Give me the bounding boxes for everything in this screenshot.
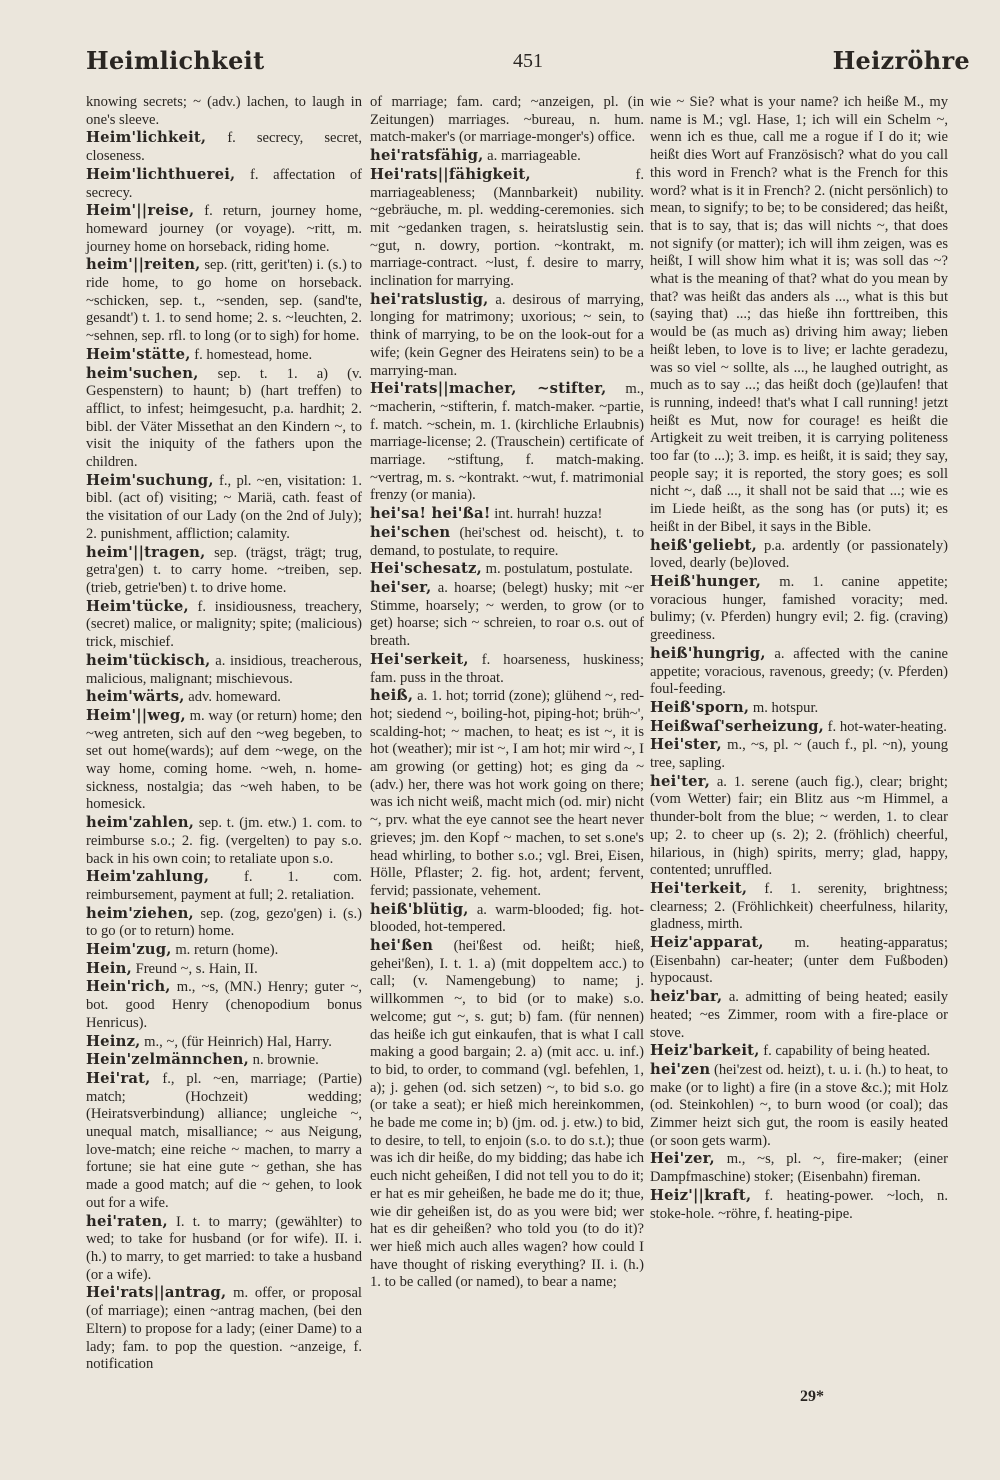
dictionary-entry	[650, 1042, 948, 1061]
entry-headword: Heim'lichthuerei,	[86, 165, 236, 183]
dictionary-entry	[650, 537, 948, 573]
entry-headword: Heim'tücke,	[86, 597, 189, 615]
column-1	[86, 94, 362, 1374]
entry-definition: m. postulatum, postulate.	[481, 561, 633, 578]
entry-headword: Hei'rats||fähigkeit,	[370, 165, 531, 183]
entry-definition: f. heating-power. ~loch, n. stoke-hole. ~röhre, f. heating-pipe.	[650, 1187, 948, 1222]
entry-headword: heim'||reiten,	[86, 256, 201, 274]
dictionary-entry	[650, 699, 948, 718]
entry-definition: p.a. ardently (or passionately) loved, dearly (be)loved.	[650, 537, 948, 572]
dictionary-entry	[86, 472, 362, 544]
entry-headword: hei'ratsfähig,	[370, 147, 484, 165]
entry-headword: Hei'rats||antrag,	[86, 1284, 227, 1302]
entry-headword: heiß,	[370, 687, 414, 705]
dictionary-entry	[86, 1033, 362, 1052]
entry-definition: wie ~ Sie? what is your name? ich heiße M., my name is M.; vgl. Hase, 1; ich will ein Schelm ~, wenn ich es thue, call me a rogue if I do it; wie heißt dies Wort auf Französisch? what do you call this word in French? what is the French for this word? what is it in French? 2. (nicht persönlich) to mean, to signify; to be; to be considered; das heißt, that is to say, that is; das will nichts ~, that does not signify (or matter); ich will ihm zeigen, was es heißt, I will show him what it is; was soll das ~? what is the meaning of that? what do you mean by that? was heißt das anders als ..., what is this but (saying that) ...; das hieße ihn forttreiben, this would be (as much as) driving him away; lieben heißt leben, to love is to live; er lachte geradezu, was so viel ~ sollte, als ..., he laughed outright, as much as to say ...; das heißt doch (ge)laufen! that is running, indeed! that's what I call running! jetzt heißt es Mut, now for courage! es heißt die Artigkeit zu weit treiben, it is carrying politeness too far (to ...); 3. imp. es heißt, it is said; they say, people say; it is reported, the story goes; es soll nicht ~, daß ..., it shall not be said that ...; wie es im Liede heißt, as the song has (or puts) it; es heißt in der Bibel, it says in the Bible.	[650, 94, 948, 535]
entry-definition: a. desirous of marrying, longing for matrimony; uxorious; ~ sein, to think of marrying, to be on the look-out for a wife; (kein Gegner des Heiratens sein) to be a marrying-man.	[370, 291, 644, 379]
dictionary-entry	[86, 129, 362, 165]
entry-definition: f. marriageableness; (Mannbarkeit) nubility. ~gebräuche, m. pl. wedding-ceremonies. sich mit ~gedanken tragen, s. heiratslustig sein. ~gut, n. dowry, portion. ~kontrakt, m. marriage-contract. ~lust, f. desire to marry, inclination for marrying.	[370, 166, 644, 290]
dictionary-entry	[86, 256, 362, 346]
entry-definition: n. brownie.	[249, 1052, 319, 1069]
dictionary-entry	[370, 560, 644, 579]
entry-definition: a. 1. serene (auch fig.), clear; bright; (vom Wetter) fair; ein Blitz aus ~m Himmel, a thunder-bolt from the blue; ~ werden, 1. to clear up; 2. to cheer up (s. 2); 2. (fröhlich) cheerful, hilarious, in (high) spirits, merry; glad, happy, contented; unruffled.	[650, 773, 948, 879]
dictionary-entry	[86, 814, 362, 868]
dictionary-entry	[650, 934, 948, 988]
dictionary-entry	[86, 598, 362, 652]
entry-headword: Hei'zer,	[650, 1150, 715, 1168]
entry-headword: Heim'||weg,	[86, 706, 186, 724]
entry-headword: Heiß'hunger,	[650, 572, 762, 590]
page-number: 451	[513, 50, 543, 72]
entry-definition: m., ~s, pl. ~, fire-maker; (einer Dampfmaschine) stoker; (Eisenbahn) fireman.	[650, 1151, 948, 1186]
entry-definition: a. affected with the canine appetite; voracious, ravenous, greedy; (v. Pferden) foul-feeding.	[650, 645, 948, 698]
entry-definition: m., ~s, (MN.) Henry; guter ~, bot. good Henry (chenopodium bonus Henricus).	[86, 979, 362, 1031]
dictionary-entry	[370, 901, 644, 937]
entry-definition: f. hoarseness, huskiness; fam. puss in the throat.	[370, 651, 644, 686]
dictionary-entry	[650, 718, 948, 737]
entry-definition: sep. (ritt, gerit'ten) i. (s.) to ride home, to go home on horseback. ~schicken, sep. t., ~senden, sep. (sand'te, gesandt') t. 1. to send home; 2. s. ~leuchten, 2. ~sehnen, sep. rfl. to long (or to sigh) for home.	[86, 257, 362, 345]
dictionary-entry	[86, 1213, 362, 1285]
entry-definition: a. insidious, treacherous, malicious, malignant; mischievous.	[86, 652, 362, 687]
entry-headword: heim'||tragen,	[86, 543, 206, 561]
entry-definition: m., ~macherin, ~stifterin, f. match-maker. ~partie, f. match. ~schein, m. 1. (kirchliche Erlaubnis) marriage-license; 2. (Trauschein) certificate of marriage. ~stiftung, f. match-making. ~vertrag, m. s. ~kontrakt. ~wut, f. matrimonial frenzy (or mania).	[370, 381, 644, 504]
dictionary-entry	[86, 1051, 362, 1070]
dictionary-entry	[650, 94, 948, 537]
entry-definition: m., ~s, pl. ~ (auch f., pl. ~n), young tree, sapling.	[650, 737, 948, 772]
dictionary-entry	[370, 687, 644, 900]
entry-headword: Hei'ster,	[650, 736, 722, 754]
entry-headword: Heißwaſ'serheizung,	[650, 717, 825, 735]
dictionary-entry	[370, 166, 644, 291]
dictionary-entry	[370, 380, 644, 505]
dictionary-entry	[86, 544, 362, 598]
dictionary-entry	[650, 645, 948, 699]
dictionary-entry	[86, 688, 362, 707]
entry-headword: hei'ter,	[650, 772, 711, 790]
entry-headword: Heiß'sporn,	[650, 698, 750, 716]
entry-definition: of marriage; fam. card; ~anzeigen, pl. (in Zeitungen) marriages. ~bureau, n. hum. match-maker's (or marriage-monger's) office.	[370, 94, 644, 146]
dictionary-entry	[86, 166, 362, 202]
entry-definition: f. hot-water-heating.	[824, 718, 947, 735]
entry-definition: Freund ~, s. Hain, II.	[131, 960, 258, 977]
entry-headword: hei'schen	[370, 523, 451, 541]
entry-definition: f. 1. serenity, brightness; clearness; 2. (Fröhlichkeit) cheerfulness, hilarity, gladness, mirth.	[650, 880, 948, 933]
entry-headword: Heinz,	[86, 1032, 141, 1050]
dictionary-entry	[86, 94, 362, 129]
entry-headword: Heiz'||kraft,	[650, 1186, 752, 1204]
dictionary-entry	[86, 365, 362, 472]
dictionary-entry	[650, 773, 948, 880]
entry-headword: hei'zen	[650, 1060, 711, 1078]
dictionary-entry	[650, 736, 948, 772]
dictionary-entry	[650, 988, 948, 1042]
entry-headword: Heim'stätte,	[86, 345, 191, 363]
dictionary-entry	[86, 941, 362, 960]
entry-definition: (hei'schest od. heischt), t. to demand, to postulate, to require.	[370, 524, 644, 559]
entry-headword: Heiz'barkeit,	[650, 1042, 760, 1060]
dictionary-entry	[370, 937, 644, 1292]
dictionary-entry	[650, 1150, 948, 1186]
entry-definition: a. admitting of being heated; easily heated; ~es Zimmer, room with a fire-place or stove.	[650, 989, 948, 1041]
entry-headword: Hei'serkeit,	[370, 650, 469, 668]
entry-headword: hei'ratslustig,	[370, 290, 489, 308]
entry-headword: Heim'zahlung,	[86, 868, 210, 886]
entry-definition: sep. t. (jm. etw.) 1. com. to reimburse s.o.; 2. fig. (vergelten) to pay s.o. back in his own coin; to retaliate upon s.o.	[86, 815, 362, 867]
entry-headword: Hein'rich,	[86, 978, 171, 996]
entry-headword: heim'zahlen,	[86, 814, 195, 832]
entry-definition: (hei'ßest od. heißt; hieß, gehei'ßen), I. t. 1. a) (mit doppeltem acc.) to call; (v. Namengebung) to name; j. willkommen ~, to bid (or to make) s.o. welcome; gut ~, s. gut; b) fam. (für nennen) das heiße ich gut einkaufen, that is what I call making a good bargain; 2. a) (mit acc. u. inf.) to bid, to order, to command (vgl. befehlen, 1, a); j. gehen (od. sich setzen) ~, to bid s.o. go (or take a seat); er hieß mich hereinkommen, he bade me come in; b) (jm. od. j. etw.) to bid, to desire, to tell, to enjoin (s.o. to do s.t.); thue was ich dir heiße, do my bidding; das habe ich euch nicht geheißen, I did not tell you to do it; er hat es mir geheißen, he bade me do it; thue, wie dir geheißen ist, do as you were bid; wer hat es dir geheißen? who told you (to do it)? wer hieß mich auch alles wagen? how could I have thought of risking everything? II. i. (h.) 1. to be called (or named), to bear a name;	[370, 938, 644, 1291]
entry-headword: Hein,	[86, 959, 132, 977]
column-3	[650, 94, 948, 1223]
entry-headword: heiz'bar,	[650, 988, 723, 1006]
dictionary-entry	[370, 579, 644, 651]
entry-headword: heiß'blütig,	[370, 900, 469, 918]
entry-definition: f. homestead, home.	[190, 346, 313, 363]
entry-headword: heiß'geliebt,	[650, 536, 757, 554]
entry-definition: f., pl. ~en, marriage; (Partie) match; (Hochzeit) wedding; (Heiratsverbindung) alliance; ungleiche ~, unequal match, misalliance; ~ aus Neigung, love-match; eine reiche ~ machen, to marry a fortune; sie hat eine gute ~ gethan, she has made a good match; auf die ~ gehen, to look out for a wife.	[86, 1070, 362, 1211]
dictionary-entry	[86, 978, 362, 1032]
entry-definition: a. hoarse; (belegt) husky; mit ~er Stimme, hoarsely; ~ werden, to grow (or to get) hoarse; sich ~ schreien, to roar o.s. out of breath.	[370, 579, 644, 650]
entry-definition: f. insidiousness, treachery, (secret) malice, or malignity; spite; (malicious) trick, mischief.	[86, 598, 362, 651]
entry-definition: m. heating-apparatus; (Eisenbahn) car-heater; (unter dem Fußboden) hypocaust.	[650, 935, 948, 987]
entry-definition: sep. t. 1. a) (v. Gespenstern) to haunt; b) (hart treffen) to afflict, to infest; heimgesucht, p.a. hardhit; 2. bibl. der Väter Missethat an den Kindern ~, to visit the iniquity of the fathers upon the children.	[86, 365, 362, 471]
entry-headword: Heim'zug,	[86, 941, 172, 959]
entry-headword: hei'ser,	[370, 578, 432, 596]
entry-definition: I. t. to marry; (gewählter) to wed; to take for husband (or for wife). II. i. (h.) to marry, to get married: to take a husband (or a wife).	[86, 1213, 362, 1283]
dictionary-entry	[650, 880, 948, 934]
entry-definition: (hei'zest od. heizt), t. u. i. (h.) to heat, to make (or to light) a fire (in a stove &c.); mit Holz (od. Steinkohlen) ~, to burn wood (or coal); das Zimmer heizt sich gut, the room is easily heated (or soon gets warm).	[650, 1061, 948, 1149]
entry-headword: heim'suchen,	[86, 364, 199, 382]
dictionary-entry	[86, 707, 362, 814]
dictionary-entry	[370, 147, 644, 166]
entry-headword: Heim'||reise,	[86, 202, 195, 220]
dictionary-entry	[86, 202, 362, 256]
entry-headword: heim'ziehen,	[86, 904, 194, 922]
entry-definition: int. hurrah! huzza!	[490, 506, 603, 523]
entry-headword: heiß'hungrig,	[650, 644, 766, 662]
entry-headword: Heiz'apparat,	[650, 934, 764, 952]
entry-definition: m., ~, (für Heinrich) Hal, Harry.	[140, 1033, 332, 1050]
entry-headword: Hei'rats||macher, ~stifter,	[370, 380, 607, 398]
column-2	[370, 94, 644, 1292]
entry-headword: heim'tückisch,	[86, 651, 211, 669]
entry-definition: m. offer, or proposal (of marriage); einen ~antrag machen, (bei den Eltern) to propose for a lady; (einer Dame) to a lady; fam. to pop the question. ~anzeige, f. notification	[86, 1285, 362, 1373]
signature-mark: 29*	[800, 1388, 824, 1405]
dictionary-entry	[86, 1070, 362, 1213]
entry-headword: Hei'rat,	[86, 1069, 151, 1087]
entry-headword: Hei'schesatz,	[370, 560, 482, 578]
entry-headword: hei'raten,	[86, 1212, 168, 1230]
entry-definition: m. way (or return) home; den ~weg antreten, sich auf den ~weg begeben, to set out home(wards); auf dem ~wege, on the way home, coming home. ~weh, n. home-sickness, nostalgia; das ~weh haben, to be homesick.	[86, 707, 362, 813]
entry-headword: heim'wärts,	[86, 688, 185, 706]
dictionary-entry	[86, 868, 362, 904]
entry-headword: Hein'zelmännchen,	[86, 1051, 249, 1069]
entry-definition: a. warm-blooded; fig. hot-blooded, hot-tempered.	[370, 901, 644, 936]
dictionary-entry	[370, 291, 644, 381]
dictionary-entry	[370, 505, 644, 524]
entry-definition: adv. homeward.	[184, 689, 281, 706]
entry-definition: m. hotspur.	[749, 699, 819, 716]
dictionary-entry	[86, 652, 362, 688]
dictionary-entry	[370, 94, 644, 147]
dictionary-entry	[86, 1284, 362, 1374]
entry-definition: m. return (home).	[171, 942, 279, 959]
entry-definition: f. affectation of secrecy.	[86, 166, 362, 201]
dictionary-entry	[650, 1061, 948, 1151]
page-header	[86, 46, 970, 80]
entry-definition: m. 1. canine appetite; voracious hunger, famished voracity; med. bulimy; (v. Pferden) hungry evil; 2. fig. (craving) greediness.	[650, 573, 948, 644]
entry-definition: a. 1. hot; torrid (zone); glühend ~, red-hot; siedend ~, boiling-hot, piping-hot; brüh~', scalding-hot; ~ machen, to heat; es ist ~, it is hot (weather); mir ist ~, I am hot; mir wird ~, I am growing (or getting) hot; es ging da ~ (adv.) her, there was hot work going on there; was ich nicht weiß, macht mich (od. mir) nicht ~, prv. what the eye cannot see the heart never grieves; jm. den Kopf ~ machen, to set s.one's head whirling, to bother s.o.; vgl. Brei, Eisen, Hölle, Pflaster; 2. fig. hot, ardent; fervent, fervid; passionate, vehement.	[370, 688, 644, 899]
entry-definition: f., pl. ~en, visitation: 1. bibl. (act of) visiting; ~ Mariä, cath. feast of the visitation of our Lady (on the 2nd of July); 2. punishment, affliction; calamity.	[86, 472, 362, 542]
entry-definition: f. 1. com. reimbursement, payment at full; 2. retaliation.	[86, 869, 362, 903]
dictionary-entry	[86, 960, 362, 979]
entry-definition: knowing secrets; ~ (adv.) lachen, to laugh in one's sleeve.	[86, 94, 362, 128]
dictionary-entry	[86, 905, 362, 941]
entry-definition: sep. (trägst, trägt; trug, getra'gen) t. to carry home. ~treiben, sep. (trieb, getrie'ben) t. to drive home.	[86, 544, 362, 596]
dictionary-entry	[370, 524, 644, 560]
dictionary-entry	[86, 346, 362, 365]
entry-headword: Heim'suchung,	[86, 471, 214, 489]
entry-headword: hei'ßen	[370, 937, 434, 955]
right-running-headword: Heizröhre	[832, 46, 970, 75]
entry-definition: f. capability of being heated.	[759, 1043, 931, 1060]
entry-definition: f. return, journey home, homeward journey (or voyage). ~ritt, m. journey home on horseback, riding home.	[86, 203, 362, 255]
dictionary-entry	[370, 651, 644, 687]
entry-definition: sep. (zog, gezo'gen) i. (s.) to go (or to return) home.	[86, 905, 362, 940]
entry-headword: Heim'lichkeit,	[86, 129, 207, 147]
entry-headword: hei'sa! hei'ßa!	[370, 505, 491, 523]
dictionary-entry	[650, 1187, 948, 1223]
entry-headword: Hei'terkeit,	[650, 879, 748, 897]
entry-definition: a. marriageable.	[483, 148, 581, 165]
dictionary-entry	[650, 573, 948, 645]
entry-definition: f. secrecy, secret, closeness.	[86, 130, 362, 165]
left-running-headword: Heimlichkeit	[86, 46, 265, 75]
